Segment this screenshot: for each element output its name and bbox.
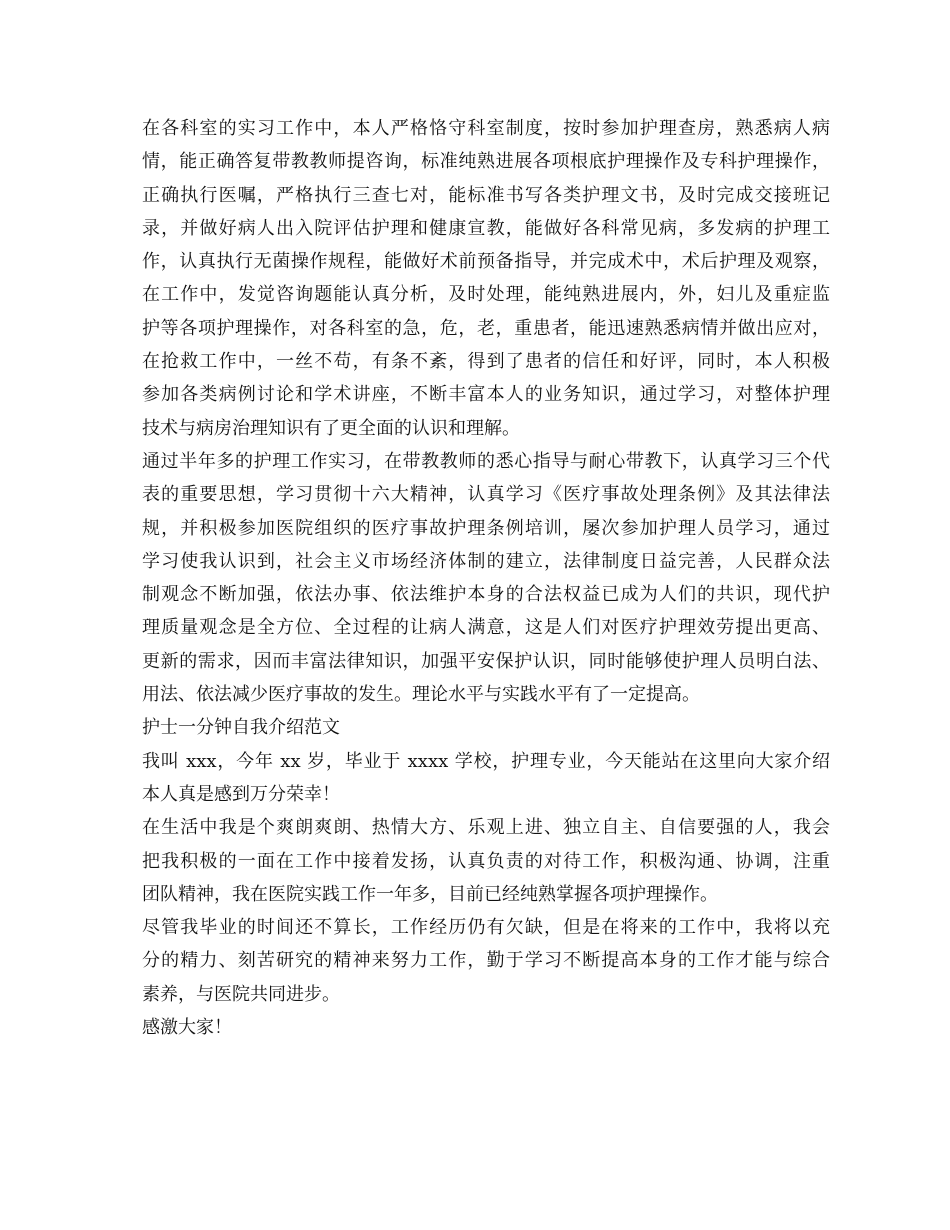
text-line: 护等各项护理操作，对各科室的急，危，老，重患者，能迅速熟悉病情并做出应对， xyxy=(142,317,830,339)
text-line: 技术与病房治理知识有了更全面的认识和理解。 xyxy=(142,417,520,439)
text-line: 在抢救工作中，一丝不苟，有条不紊，得到了患者的信任和好评，同时，本人积极 xyxy=(142,351,830,373)
text-line: 在各科室的实习工作中，本人严格恪守科室制度，按时参加护理查房，熟悉病人病 xyxy=(142,118,830,139)
text-line: 分的精力、刻苦研究的精神来努力工作，勤于学习不断提高本身的工作才能与综合 xyxy=(142,950,830,972)
text-line: 我叫 xxx，今年 xx 岁，毕业于 xxxx 学校，护理专业，今天能站在这里向大家介绍 xyxy=(142,750,830,772)
text-line: 在生活中我是个爽朗爽朗、热情大方、乐观上进、独立自主、自信要强的人，我会 xyxy=(142,817,830,839)
text-line: 通过半年多的护理工作实习，在带教教师的悉心指导与耐心带教下，认真学习三个代 xyxy=(142,450,830,472)
text-line: 素养，与医院共同进步。 xyxy=(142,983,340,1005)
text-line: 录，并做好病人出入院评估护理和健康宣教，能做好各科常见病，多发病的护理工 xyxy=(142,217,830,239)
text-line: 制观念不断加强，依法办事、依法维护本身的合法权益已成为人们的共识，现代护 xyxy=(142,584,830,606)
text-line: 正确执行医嘱，严格执行三查七对，能标准书写各类护理文书，及时完成交接班记 xyxy=(142,184,830,206)
text-line: 情，能正确答复带教教师提咨询，标准纯熟进展各项根底护理操作及专科护理操作， xyxy=(142,151,830,173)
text-line: 作，认真执行无菌操作规程，能做好术前预备指导，并完成术中，术后护理及观察， xyxy=(142,251,830,273)
section-heading: 护士一分钟自我介绍范文 xyxy=(142,717,340,739)
text-line: 规，并积极参加医院组织的医疗事故护理条例培训，屡次参加护理人员学习，通过 xyxy=(142,517,830,539)
text-line: 学习使我认识到，社会主义市场经济体制的建立，法律制度日益完善，人民群众法 xyxy=(142,550,830,572)
text-line: 尽管我毕业的时间还不算长，工作经历仍有欠缺，但是在将来的工作中，我将以充 xyxy=(142,917,830,939)
document-page xyxy=(142,112,830,1044)
text-line: 本人真是感到万分荣幸！ xyxy=(142,783,340,805)
text-line: 把我积极的一面在工作中接着发扬，认真负责的对待工作，积极沟通、协调，注重 xyxy=(142,850,830,872)
text-line: 理质量观念是全方位、全过程的让病人满意，这是人们对医疗护理效劳提出更高、 xyxy=(142,617,830,639)
text-line: 用法、依法减少医疗事故的发生。理论水平与实践水平有了一定提高。 xyxy=(142,684,700,706)
closing-text: 感激大家！ xyxy=(142,1017,232,1039)
text-line: 表的重要思想，学习贯彻十六大精神，认真学习《医疗事故处理条例》及其法律法 xyxy=(142,484,830,506)
paragraph-personality xyxy=(142,811,830,911)
paragraph-internship-duties xyxy=(142,112,830,445)
text-line: 更新的需求，因而丰富法律知识，加强平安保护认识，同时能够使护理人员明白法、 xyxy=(142,650,830,672)
text-line: 在工作中，发觉咨询题能认真分析，及时处理，能纯熟进展内，外，妇儿及重症监 xyxy=(142,284,830,306)
text-line: 参加各类病例讨论和学术讲座，不断丰富本人的业务知识，通过学习，对整体护理 xyxy=(142,384,830,406)
paragraph-aspirations xyxy=(142,911,830,1011)
paragraph-legal-study xyxy=(142,445,830,711)
paragraph-self-intro xyxy=(142,745,830,812)
text-line: 团队精神，我在医院实践工作一年多，目前已经纯熟掌握各项护理操作。 xyxy=(142,883,718,905)
